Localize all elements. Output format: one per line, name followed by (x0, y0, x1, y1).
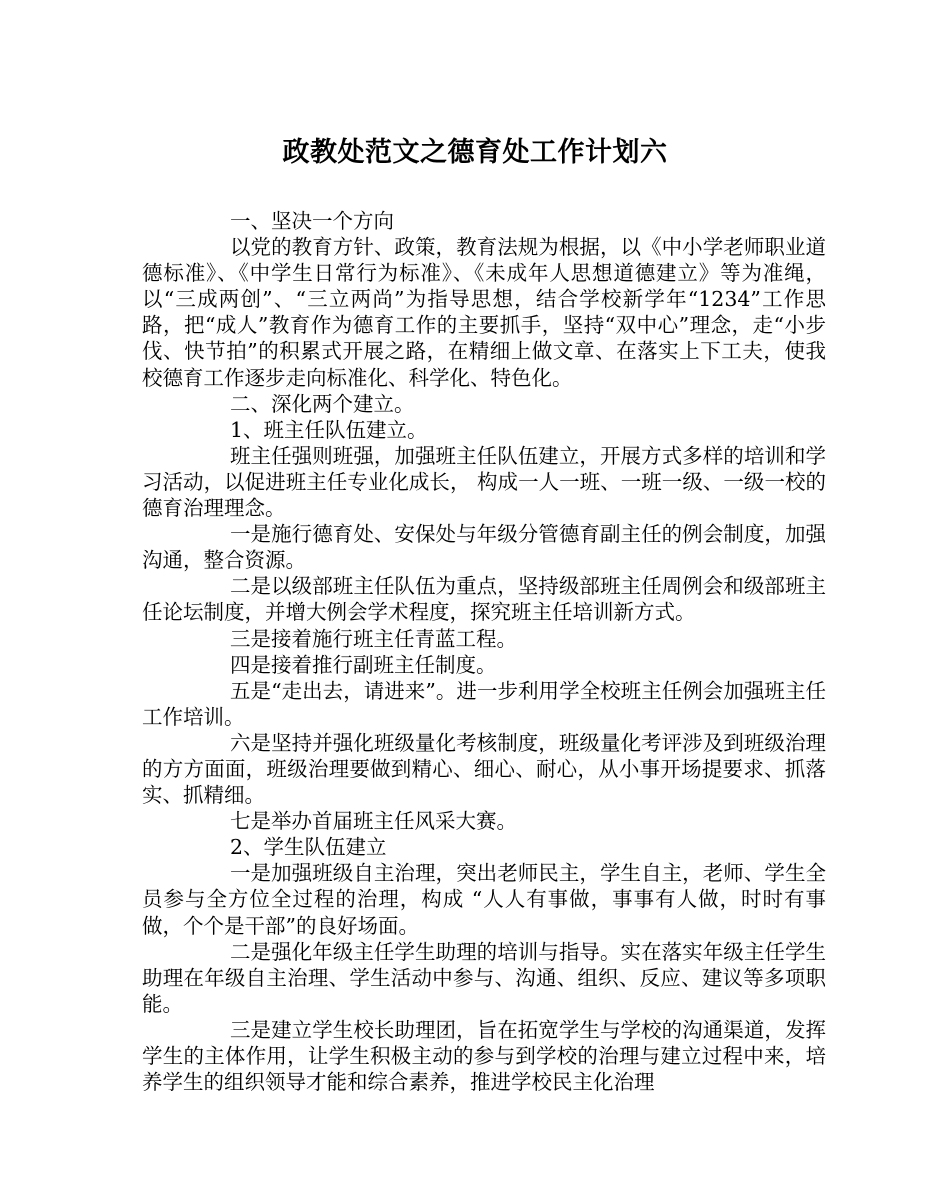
section-heading-2: 二、深化两个建立。 (230, 391, 415, 416)
list-item: 一是加强班级自主治理，突出老师民主，学生自主，老师、学生全员参与全方位全过程的治理，构成 “人人有事做，事事有人做，时时有事做，个个是干部”的良好场面。 (142, 861, 826, 938)
list-item: 三是接着施行班主任青蓝工程。 (230, 626, 517, 651)
list-item: 六是坚持并强化班级量化考核制度，班级量化考评涉及到班级治理的方方面面，班级治理要做到精心、细心、耐心，从小事开场提要求、抓落实、抓精细。 (142, 730, 826, 808)
subsection-heading-1: 1、班主任队伍建立。 (230, 417, 428, 442)
section-heading-1: 一、坚决一个方向 (230, 209, 394, 233)
list-item: 二是强化年级主任学生助理的培训与指导。实在落实年级主任学生助理在年级自主治理、学生活动中参与、沟通、组织、反应、建议等多项职能。 (142, 939, 826, 1016)
document-title: 政教处范文之德育处工作计划六 (282, 137, 668, 168)
list-item: 七是举办首届班主任风采大赛。 (230, 809, 517, 834)
list-item: 五是“走出去，请进来”。进一步利用学全校班主任例会加强班主任工作培训。 (142, 678, 826, 729)
list-item: 三是建立学生校长助理团，旨在拓宽学生与学校的沟通渠道，发挥学生的主体作用，让学生积极主动的参与到学校的治理与建立过程中来，培养学生的组织领导才能和综合素养，推进学校民主化治理 (142, 1017, 826, 1095)
subsection-heading-2: 2、学生队伍建立 (230, 835, 387, 860)
paragraph: 班主任强则班强，加强班主任队伍建立，开展方式多样的培训和学习活动，以促进班主任专业化成长， 构成一人一班、一班一级、一级一校的德育治理理念。 (142, 443, 826, 521)
list-item: 四是接着推行副班主任制度。 (230, 652, 497, 677)
paragraph: 以党的教育方针、政策，教育法规为根据，以《中小学老师职业道德标准》、《中学生日常行为标准》、《未成年人思想道德建立》等为准绳，以“三成两创”、“三立两尚”为指导思想，结合学校新学年“1234”工作思路，把“成人”教育作为德育工作的主要抓手，坚持“双中心”理念，走“小步伐、快节拍”的积累式开展之路，在精细上做文章、在落实上下工夫，使我校德育工作逐步走向标准化、科学化、特色化。 (142, 235, 826, 390)
list-item: 一是施行德育处、安保处与年级分管德育副主任的例会制度，加强沟通，整合资源。 (142, 522, 826, 573)
document-body (142, 208, 826, 1095)
list-item: 二是以级部班主任队伍为重点，坚持级部班主任周例会和级部班主任论坛制度，并增大例会学术程度，探究班主任培训新方式。 (142, 574, 826, 625)
